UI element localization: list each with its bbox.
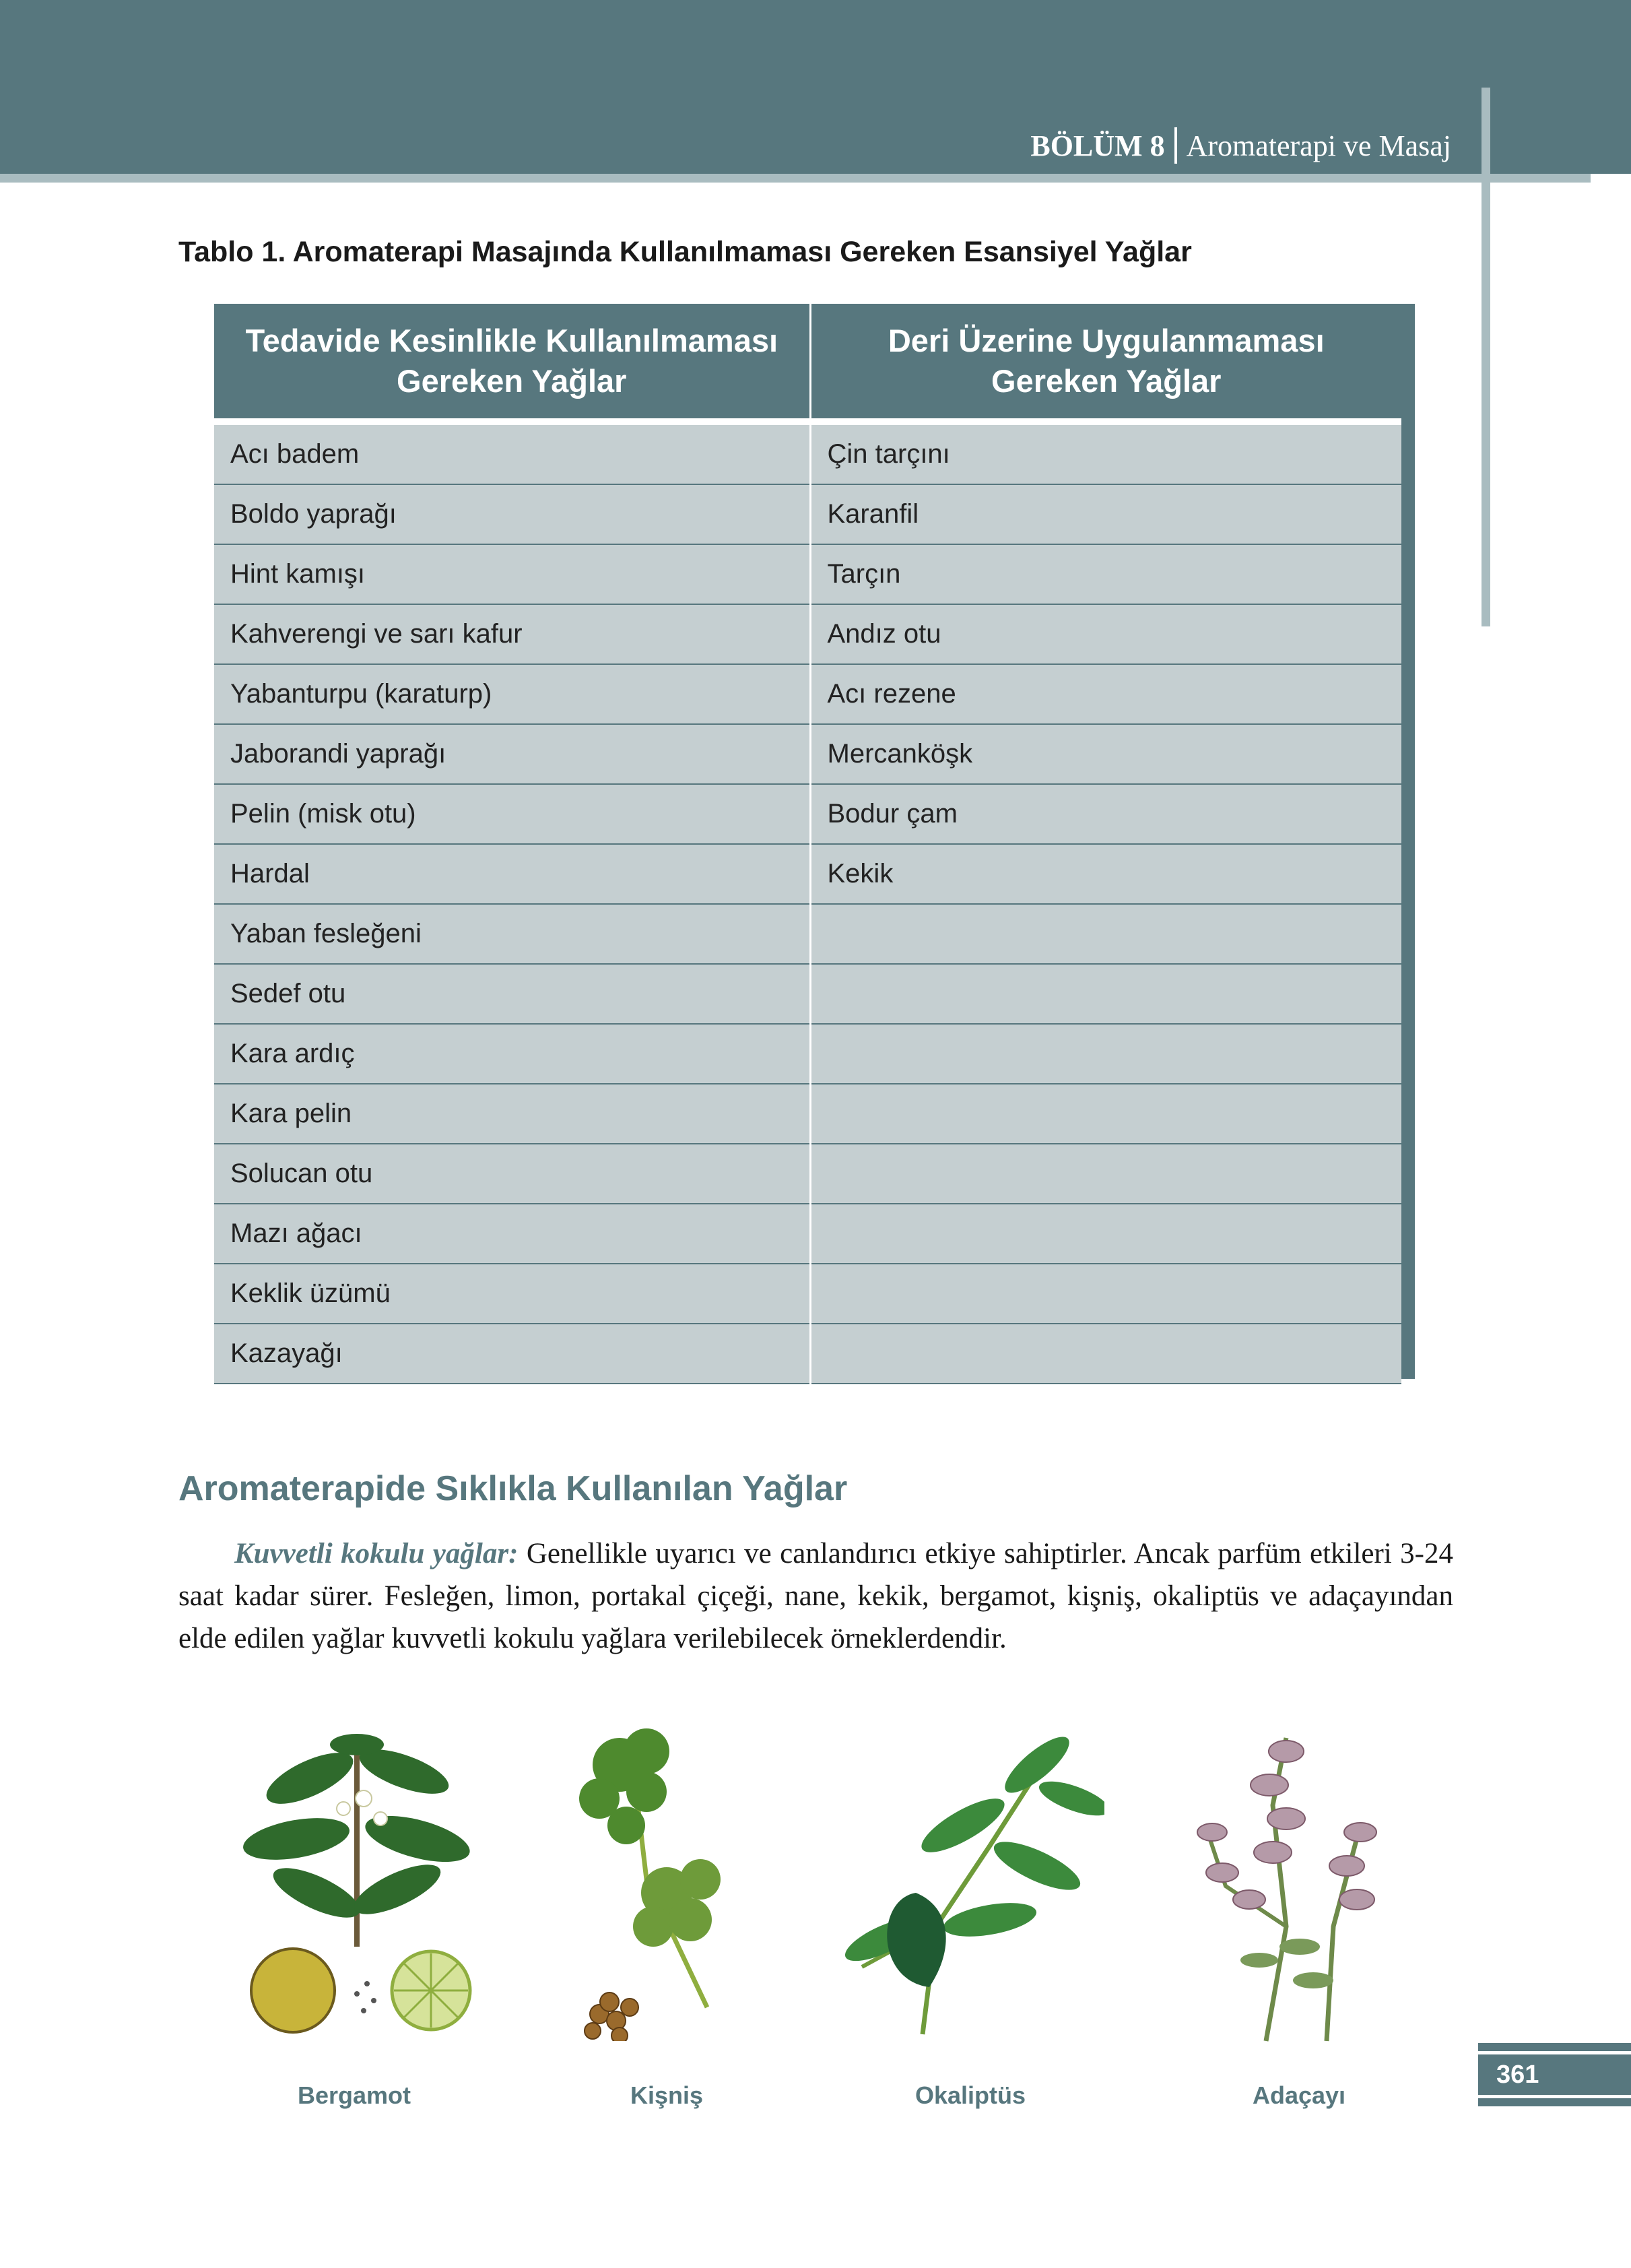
cell-forbidden-oil: Kara ardıç — [214, 1024, 810, 1084]
section-paragraph — [178, 1532, 1453, 1660]
cell-skin-oil — [810, 1324, 1401, 1384]
cell-skin-oil — [810, 1264, 1401, 1324]
table-row — [214, 844, 1401, 904]
cell-forbidden-oil: Hardal — [214, 844, 810, 904]
column-header-forbidden: Tedavide Kesinlikle Kullanılmaması Gereken Yağlar — [214, 304, 810, 418]
cell-forbidden-oil: Yabanturpu (karaturp) — [214, 664, 810, 724]
cell-skin-oil: Çin tarçını — [810, 425, 1401, 484]
cell-forbidden-oil: Solucan otu — [214, 1144, 810, 1204]
cell-skin-oil: Acı rezene — [810, 664, 1401, 724]
oils-table-frame — [214, 304, 1415, 1379]
cell-forbidden-oil: Mazı ağacı — [214, 1204, 810, 1264]
cell-forbidden-oil: Keklik üzümü — [214, 1264, 810, 1324]
chapter-label: BÖLÜM 8 — [1030, 129, 1165, 162]
oils-table — [214, 304, 1401, 1384]
cell-skin-oil — [810, 904, 1401, 964]
table-row — [214, 1024, 1401, 1084]
table-row — [214, 604, 1401, 664]
cell-forbidden-oil: Hint kamışı — [214, 544, 810, 604]
cell-skin-oil — [810, 964, 1401, 1024]
table-row — [214, 904, 1401, 964]
figure-label-adacayi: Adaçayı — [1252, 2081, 1346, 2109]
figure-label-kisnis: Kişniş — [630, 2081, 704, 2109]
coriander-illustration — [572, 1724, 761, 2041]
running-header — [1030, 125, 1451, 166]
header-rule — [0, 174, 1591, 183]
cell-skin-oil: Mercanköşk — [810, 724, 1401, 784]
table-row — [214, 1264, 1401, 1324]
cell-skin-oil — [810, 1024, 1401, 1084]
table-header-row — [214, 304, 1401, 418]
table-row — [214, 484, 1401, 544]
cell-skin-oil: Andız otu — [810, 604, 1401, 664]
table-row — [214, 1084, 1401, 1144]
table-row — [214, 1204, 1401, 1264]
cell-forbidden-oil: Kara pelin — [214, 1084, 810, 1144]
cell-skin-oil: Tarçın — [810, 544, 1401, 604]
cell-forbidden-oil: Pelin (misk otu) — [214, 784, 810, 844]
paragraph-lead: Kuvvetli kokulu yağlar: — [234, 1538, 519, 1569]
cell-skin-oil — [810, 1084, 1401, 1144]
cell-skin-oil: Kekik — [810, 844, 1401, 904]
table-row — [214, 664, 1401, 724]
bergamot-illustration — [229, 1724, 485, 2041]
cell-forbidden-oil: Yaban fesleğeni — [214, 904, 810, 964]
table-row — [214, 544, 1401, 604]
column-header-skin: Deri Üzerine Uygulanmaması Gereken Yağlar — [810, 304, 1401, 418]
chapter-title: Aromaterapi ve Masaj — [1186, 129, 1451, 162]
page-number: 361 — [1496, 2061, 1539, 2089]
table-row — [214, 425, 1401, 484]
table-row — [214, 724, 1401, 784]
table-caption: Tablo 1. Aromaterapi Masajında Kullanılmaması Gereken Esansiyel Yağlar — [178, 236, 1192, 268]
sage-illustration — [1185, 1724, 1414, 2048]
vertical-rule — [1482, 88, 1490, 626]
cell-skin-oil: Bodur çam — [810, 784, 1401, 844]
cell-forbidden-oil: Kazayağı — [214, 1324, 810, 1384]
section-title: Aromaterapide Sıklıkla Kullanılan Yağlar — [178, 1469, 848, 1508]
figure-label-bergamot: Bergamot — [297, 2081, 411, 2109]
cell-forbidden-oil: Sedef otu — [214, 964, 810, 1024]
table-row — [214, 784, 1401, 844]
cell-forbidden-oil: Kahverengi ve sarı kafur — [214, 604, 810, 664]
table-row — [214, 964, 1401, 1024]
figure-label-okaliptus: Okaliptüs — [914, 2081, 1026, 2109]
table-row — [214, 1324, 1401, 1384]
table-row — [214, 1144, 1401, 1204]
cell-skin-oil: Karanfil — [810, 484, 1401, 544]
cell-forbidden-oil: Acı badem — [214, 425, 810, 484]
page-number-rule-bottom — [1478, 2098, 1631, 2106]
paragraph-body: Genellikle uyarıcı ve canlandırıcı etkiye sahiptirler. Ancak parfüm etkileri 3-24 saat kadar sürer. Fesleğen, limon, portakal çiçeği, nane, kekik, bergamot, kişniş, okaliptüs ve adaçayından elde edilen yağlar kuvvetli kokulu yağlara verilebilecek örneklerdendir. — [178, 1538, 1454, 1654]
eucalyptus-illustration — [835, 1724, 1104, 2048]
cell-forbidden-oil: Jaborandi yaprağı — [214, 724, 810, 784]
cell-skin-oil — [810, 1144, 1401, 1204]
page-number-rule-top — [1478, 2043, 1631, 2051]
cell-forbidden-oil: Boldo yaprağı — [214, 484, 810, 544]
header-separator — [1174, 127, 1177, 164]
cell-skin-oil — [810, 1204, 1401, 1264]
